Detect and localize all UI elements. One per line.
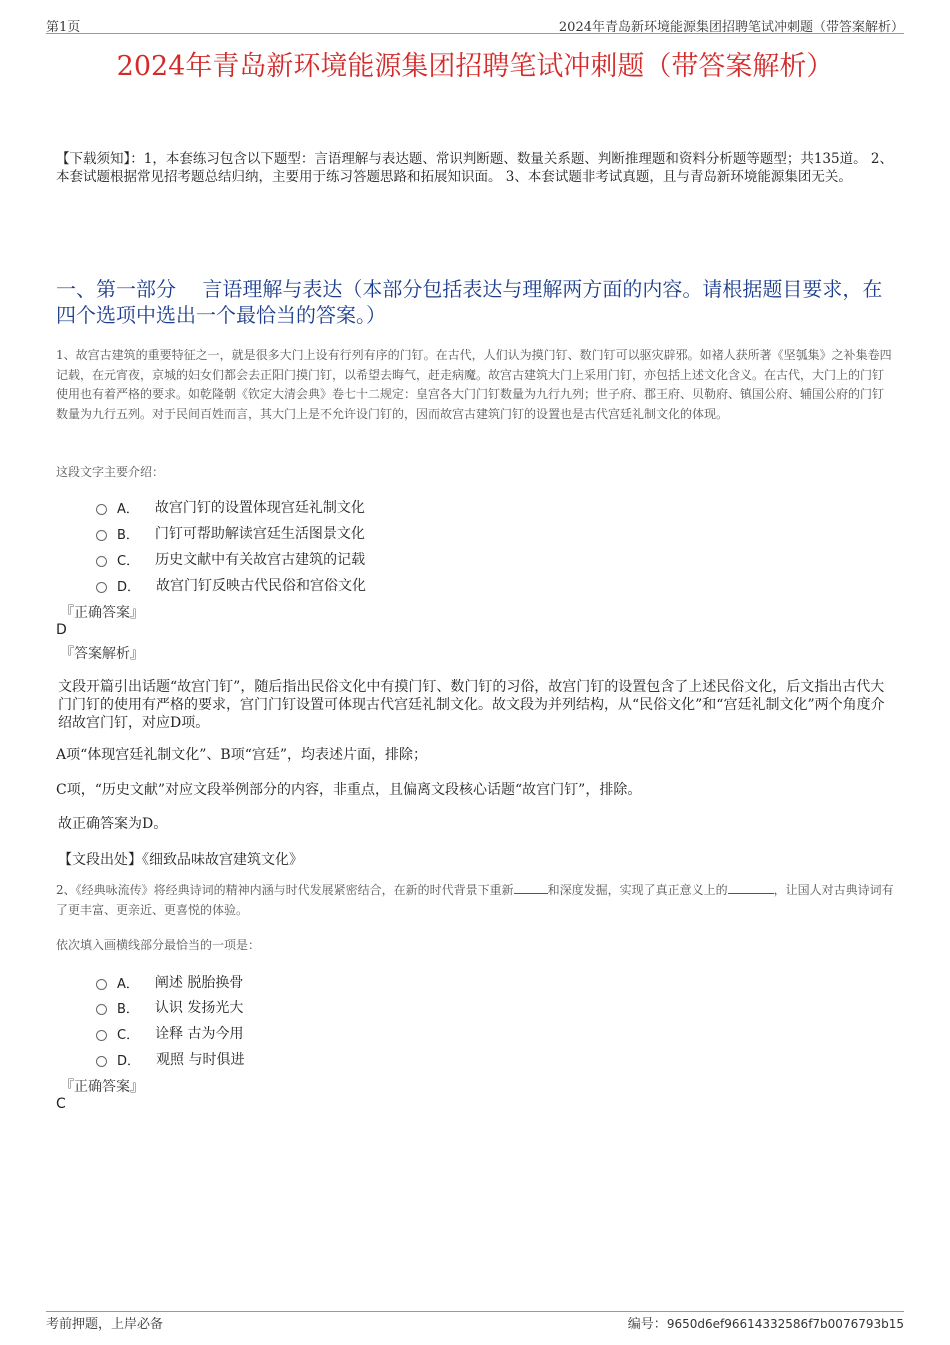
q1-option-d[interactable]: D． 故宫门钉反映古代民俗和宫俗文化 [96, 575, 366, 595]
page-title: 2024年青岛新环境能源集团招聘笔试冲刺题（带答案解析） [116, 51, 834, 82]
header-doc-title: 2024年青岛新环境能源集团招聘笔试冲刺题（带答案解析） [558, 20, 904, 35]
q1-answer: D [56, 622, 67, 638]
download-notice: 【下载须知】：1，本套练习包含以下题型：言语理解与表达题、常识判断题、数量关系题、判断推理题和资料分析题等题型；共135道。 2、本套试题根据常见招考题总结归纳，主要用于练习答题思路和拓展知识面。 3、本套试题非考试真题，且与青岛新环境能源集团无关。 [56, 151, 893, 185]
q1-source: 【文段出处】《细致品味故宫建筑文化》 [58, 852, 303, 868]
q1-answer-label: 『正确答案』 [60, 605, 144, 621]
page-number: 第1页 [46, 20, 81, 35]
q1-passage: 1、故宫古建筑的重要特征之一，就是很多大门上设有行列有序的门钉。在古代，人们认为摸门钉、数门钉可以驱灾辟邪。如褚人获所著《坚瓠集》之补集卷四记载，在元宵夜，京城的妇女们都会去正阳门摸门钉，以希望去晦气，赶走病魔。故宫古建筑大门上采用门钉，亦包括上述文化含义。在古代，大门上的门钉使用也有着严格的要求。如乾隆朝《钦定大清会典》卷七十二规定：皇宫各大门门钉数量为九行九列；世子府、郡王府、贝勒府、镇国公府、辅国公府的门钉数量为九行五列。对于民间百姓而言，其大门上是不允许设门钉的，因而故宫古建筑门钉的设置也是古代宫廷礼制文化的体现。 [56, 348, 892, 421]
q1-analysis-para-4: 故正确答案为D。 [58, 816, 168, 832]
q2-option-c[interactable]: C． 诠释 古为今用 [96, 1023, 244, 1043]
q2-answer: C [56, 1096, 66, 1112]
footer-doc-id: 编号：9650d6ef96614332586f7b0076793b15 [627, 1317, 904, 1332]
q1-option-b[interactable]: B． 门钉可帮助解读宫廷生活图景文化 [96, 523, 365, 543]
fill-blank-2[interactable] [728, 881, 774, 894]
header-divider [46, 33, 904, 34]
fill-blank-1[interactable] [514, 881, 548, 894]
q1-option-c[interactable]: C． 历史文献中有关故宫古建筑的记载 [96, 549, 365, 569]
q1-analysis-para-1: 文段开篇引出话题“故宫门钉”，随后指出民俗文化中有摸门钉、数门钉的习俗，故宫门钉的设置包含了上述民俗文化，后文指出古代大门门钉的使用有严格的要求，宫门门钉设置可体现古代宫廷礼制文化。故文段为并列结构，从“民俗文化”和“宫廷礼制文化”两个角度介绍故宫门钉，对应D项。 [58, 679, 885, 731]
radio-icon[interactable] [96, 979, 107, 990]
q2-option-b[interactable]: B． 认识 发扬光大 [96, 997, 243, 1017]
q2-option-d[interactable]: D． 观照 与时俱进 [96, 1049, 244, 1069]
q2-prompt: 依次填入画横线部分最恰当的一项是： [56, 938, 261, 952]
footer-slogan: 考前押题，上岸必备 [46, 1317, 164, 1332]
radio-icon[interactable] [96, 556, 107, 567]
q2-answer-label: 『正确答案』 [60, 1079, 144, 1095]
q1-analysis-para-3: C项，“历史文献”对应文段举例部分的内容，非重点，且偏离文段核心话题“故宫门钉”，排除。 [56, 782, 642, 798]
radio-icon[interactable] [96, 1056, 107, 1067]
radio-icon[interactable] [96, 530, 107, 541]
radio-icon[interactable] [96, 1030, 107, 1041]
radio-icon[interactable] [96, 504, 107, 515]
radio-icon[interactable] [96, 582, 107, 593]
q1-analysis-para-2: A项“体现宫廷礼制文化”、B项“宫廷”，均表述片面，排除； [56, 747, 428, 763]
q1-option-a[interactable]: A． 故宫门钉的设置体现宫廷礼制文化 [96, 497, 365, 517]
footer-divider [46, 1311, 904, 1312]
radio-icon[interactable] [96, 1004, 107, 1015]
q2-passage: 2、《经典咏流传》将经典诗词的精神内涵与时代发展紧密结合，在新的时代背景下重新 和深度发掘，实现了真正意义上的 ，让国人对古典诗词有了更丰富、更亲近、更喜悦的体验。 [56, 883, 894, 917]
section-title: 一、第一部分 言语理解与表达（本部分包括表达与理解两方面的内容。请根据题目要求，在四个选项中选出一个最恰当的答案。） [56, 277, 883, 327]
q1-prompt: 这段文字主要介绍： [56, 465, 165, 479]
q1-analysis-label: 『答案解析』 [60, 646, 144, 662]
q2-option-a[interactable]: A． 阐述 脱胎换骨 [96, 972, 243, 992]
